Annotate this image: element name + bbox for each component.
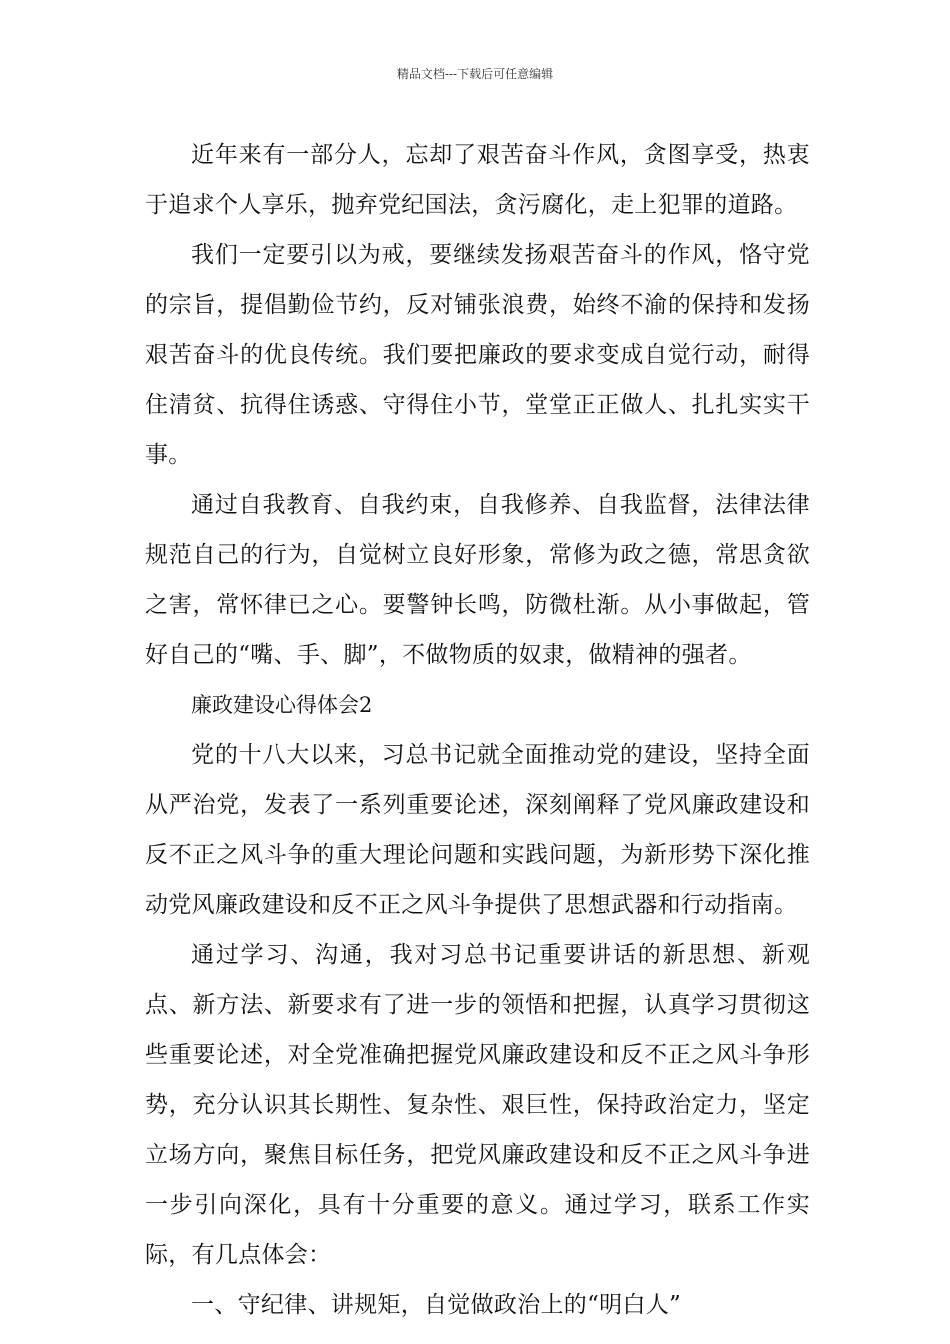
- paragraph-2: 我们一定要引以为戒，要继续发扬艰苦奋斗的作风，恪守党的宗旨，提倡勤俭节约，反对铺张浪费，始终不渝的保持和发扬艰苦奋斗的优良传统。我们要把廉政的要求变成自觉行动，耐得住清贫、抗得住诱惑、守得住小节，堂堂正正做人、扎扎实实干事。: [145, 242, 810, 468]
- page-header: 精品文档---下载后可任意编辑: [396, 67, 554, 81]
- paragraph-6: 一、守纪律、讲规矩，自觉做政治上的“明白人”: [191, 1292, 682, 1318]
- paragraph-1: 近年来有一部分人，忘却了艰苦奋斗作风，贪图享受，热衷于追求个人享乐，抛弃党纪国法，贪污腐化，走上犯罪的道路。: [145, 142, 810, 218]
- section-title: 廉政建设心得体会2: [191, 693, 373, 717]
- paragraph-3: 通过自我教育、自我约束，自我修养、自我监督，法律法律规范自己的行为，自觉树立良好形象，常修为政之德，常思贪欲之害，常怀律已之心。要警钟长鸣，防微杜渐。从小事做起，管好自己的“嘴、手、脚”，不做物质的奴隶，做精神的强者。: [145, 492, 810, 668]
- paragraph-4: 党的十八大以来，习总书记就全面推动党的建设，坚持全面从严治党，发表了一系列重要论述，深刻阐释了党风廉政建设和反不正之风斗争的重大理论问题和实践问题，为新形势下深化推动党风廉政建设和反不正之风斗争提供了思想武器和行动指南。: [145, 742, 810, 918]
- paragraph-5: 通过学习、沟通，我对习总书记重要讲话的新思想、新观点、新方法、新要求有了进一步的领悟和把握，认真学习贯彻这些重要论述，对全党准确把握党风廉政建设和反不正之风斗争形势，充分认识其长期性、复杂性、艰巨性，保持政治定力，坚定立场方向，聚焦目标任务，把党风廉政建设和反不正之风斗争进一步引向深化，具有十分重要的意义。通过学习，联系工作实际，有几点体会：: [145, 942, 810, 1268]
- document-body: [145, 130, 810, 1330]
